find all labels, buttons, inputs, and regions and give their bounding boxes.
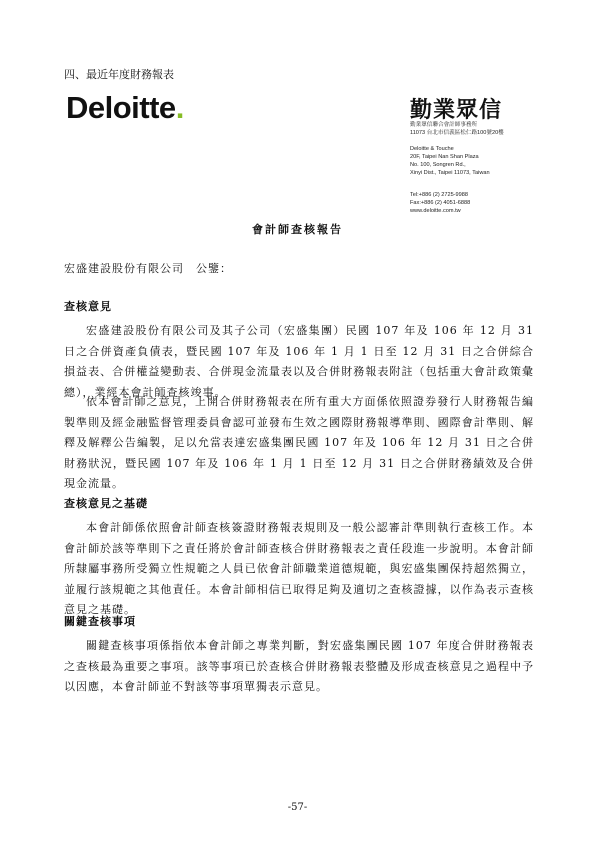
section-heading-key-audit-matters: 關鍵查核事項 <box>64 615 136 628</box>
deloitte-logo <box>66 90 184 126</box>
firm-address-line-5: No. 100, Songren Rd., <box>410 162 466 168</box>
basis-paragraph: 本會計師係依照會計師查核簽證財務報表規則及一般公認審計準則執行查核工作。本會計師於該等準則下之責任將於會計師查核合併財務報表之責任段進一步說明。本會計師所隸屬事務所受獨立性規範之人員已依會計師職業道德規範，與宏盛集團保持超然獨立，並履行該規範之其他責任。本會計師相信已取得足夠及適切之查核證據，以作為表示查核意見之基礎。 <box>64 521 534 616</box>
addressee: 宏盛建設股份有限公司 公鑒： <box>64 262 232 275</box>
firm-tel: Tel:+886 (2) 2725-9988 <box>410 192 468 198</box>
section-label: 四、最近年度財務報表 <box>64 68 174 81</box>
firm-address-line-6: Xinyi Dist., Taipei 11073, Taiwan <box>410 170 490 176</box>
firm-website: www.deloitte.com.tw <box>410 208 461 214</box>
section-heading-basis: 查核意見之基礎 <box>64 497 148 510</box>
brand-chinese-name: 勤業眾信 <box>410 97 503 123</box>
opinion-paragraph-2: 依本會計師之意見，上開合併財務報表在所有重大方面係依照證券發行人財務報告編製準則及經金融監督管理委員會認可並發布生效之國際財務報導準則、國際會計準則、解釋及解釋公告編製，足以允當表達宏盛集團民國 107 年及 106 年 12 月 31 日之合併財務狀況，暨民國 107 年及 106 年 1 月 1 日至 12 月 31 日之合併財務績效及合併現金流量。 <box>64 395 534 490</box>
firm-address-line-4: 20F, Taipei Nan Shan Plaza <box>410 154 479 160</box>
section-heading-opinion: 查核意見 <box>64 300 112 313</box>
report-title: 會計師查核報告 <box>252 223 343 236</box>
logo-dot: . <box>175 90 184 125</box>
firm-fax: Fax:+886 (2) 4051-6888 <box>410 200 471 206</box>
opinion-paragraph-1: 宏盛建設股份有限公司及其子公司（宏盛集團）民國 107 年及 106 年 12 月 31 日之合併資產負債表，暨民國 107 年及 106 年 1 月 1 日至 12 月 31 日之合併綜合損益表、合併權益變動表、合併現金流量表以及合併財務報表附註（包括重大會計政策彙總），業經本會計師查核竣事。 <box>64 324 534 399</box>
logo-text: Deloitte <box>66 90 176 125</box>
firm-address-line-0: 勤業眾信聯合會計師事務所 <box>410 122 478 128</box>
key-audit-matters-paragraph: 關鍵查核事項係指依本會計師之專業判斷，對宏盛集團民國 107 年度合併財務報表之查核最為重要之事項。該等事項已於查核合併財務報表整體及形成查核意見之過程中予以因應，本會計師並不對該等事項單獨表示意見。 <box>64 639 534 693</box>
firm-address-line-1: 11073 台北市信義區松仁路100號20樓 <box>410 130 504 136</box>
firm-address-line-3: Deloitte & Touche <box>410 146 454 152</box>
page-number: -57- <box>287 802 308 813</box>
